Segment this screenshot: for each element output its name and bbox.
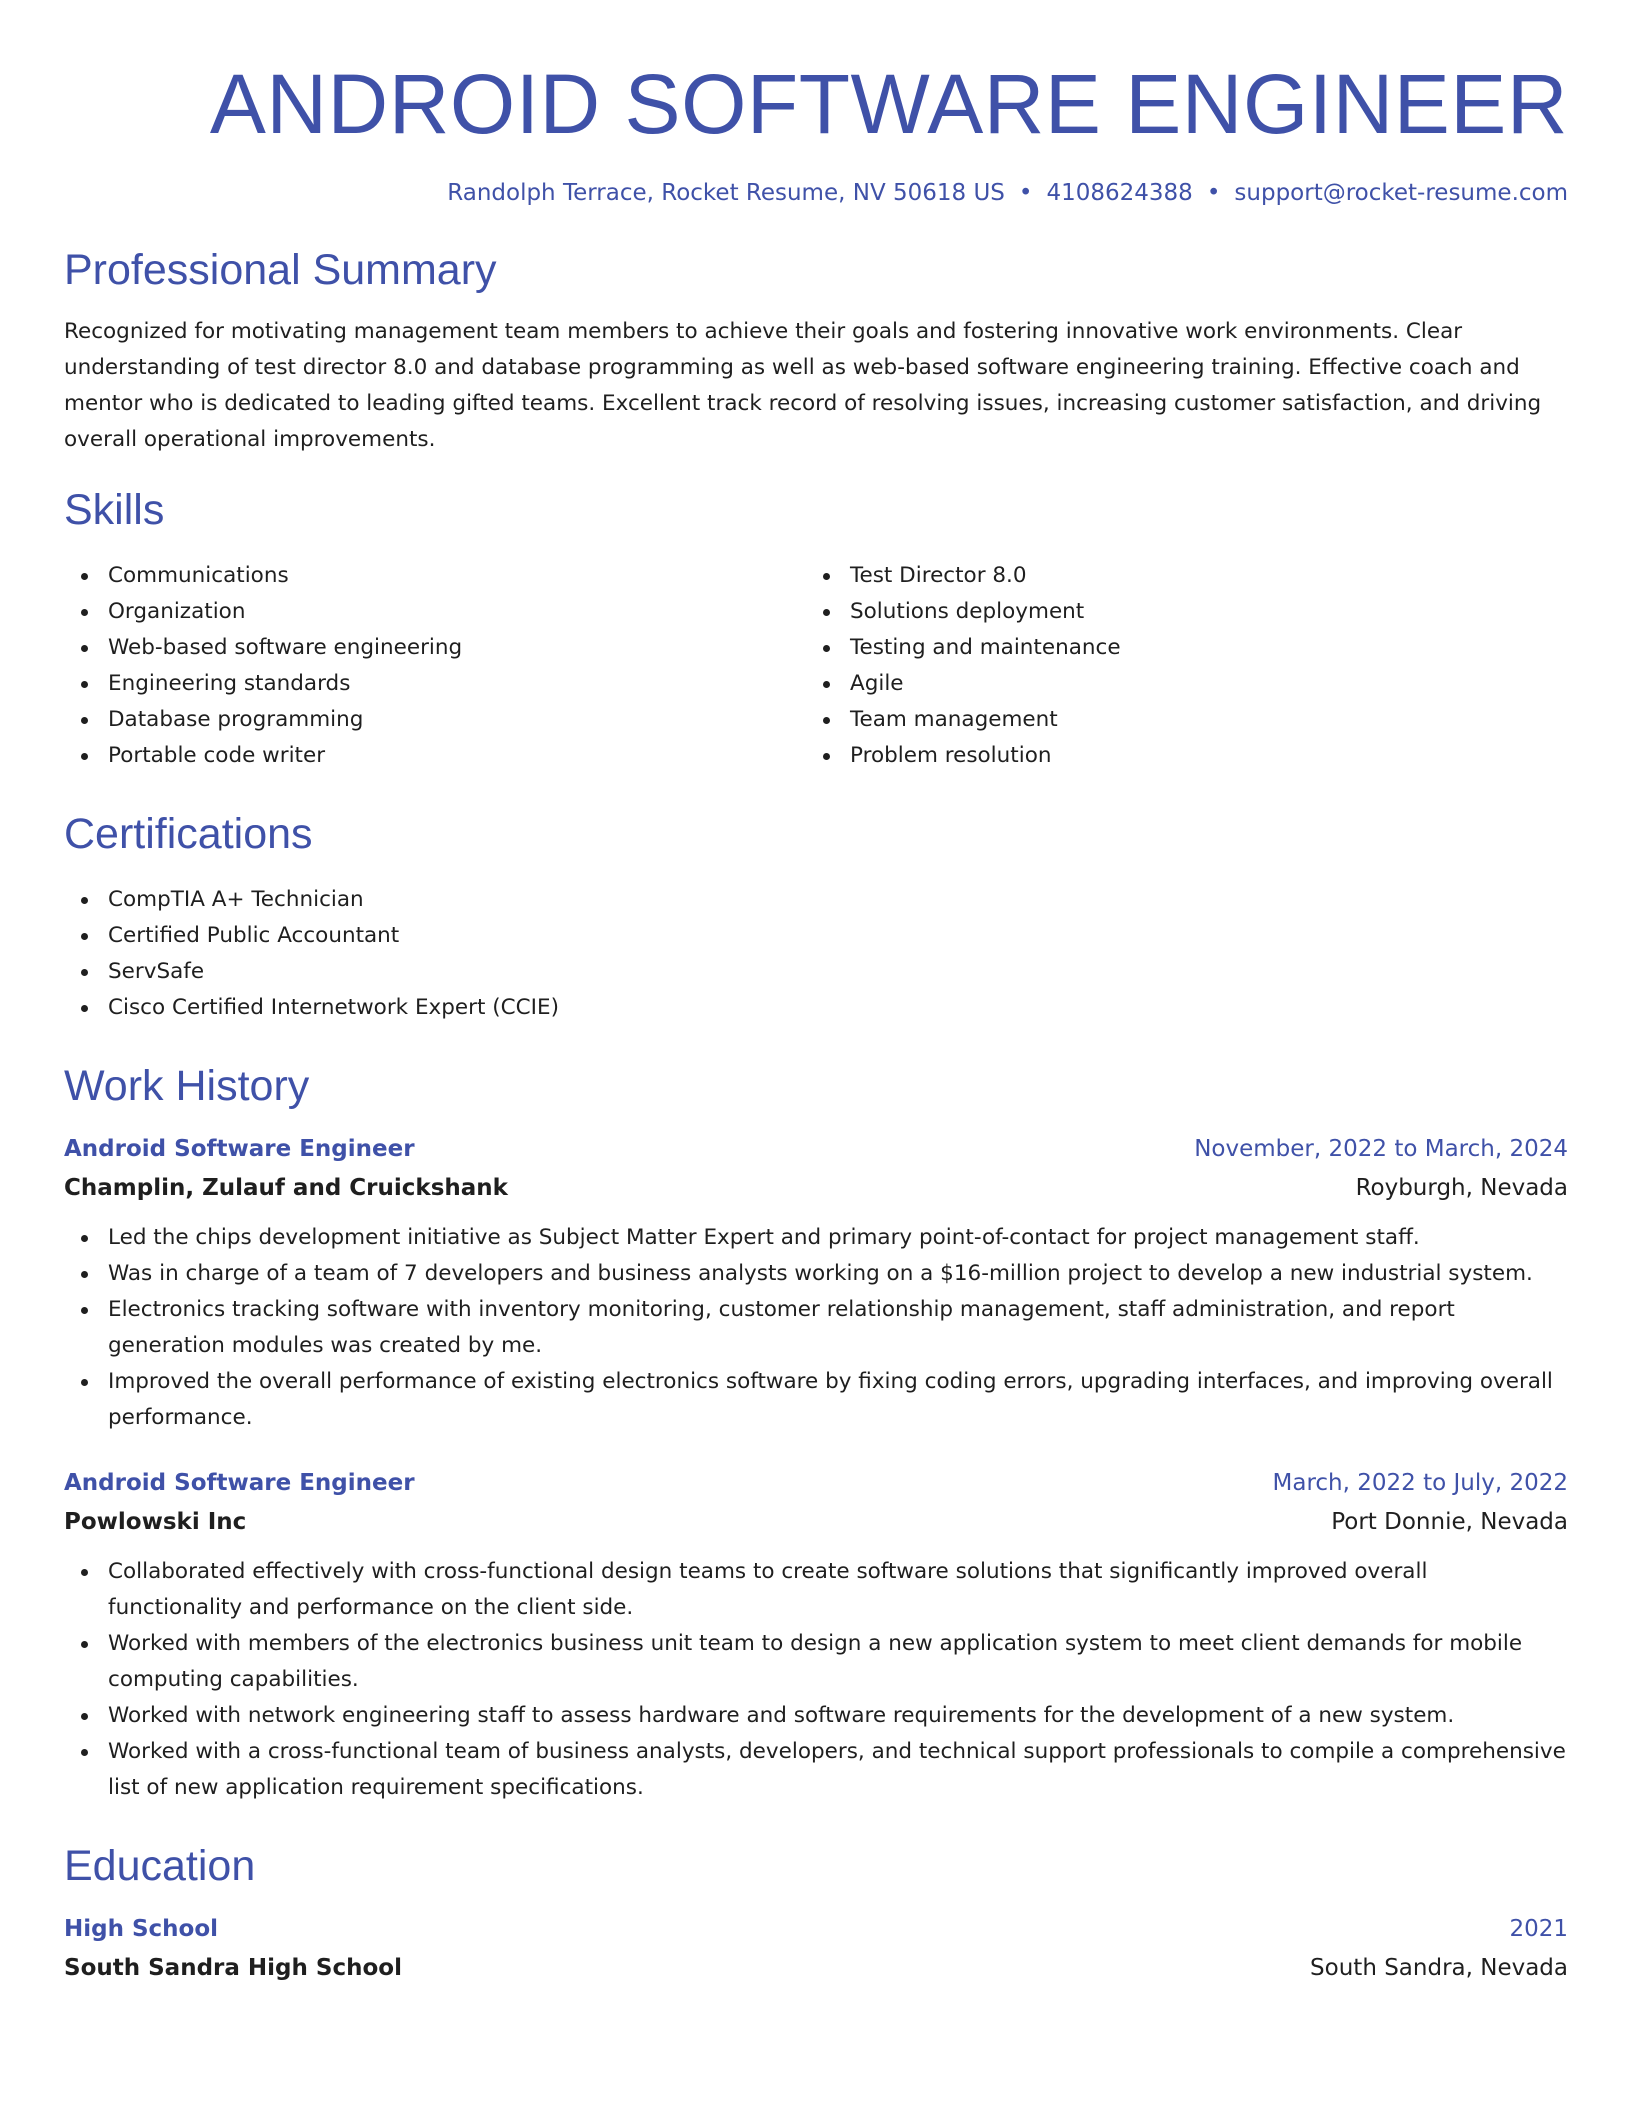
certification-item: ServSafe — [64, 954, 1568, 990]
skill-item: Team management — [806, 702, 1548, 738]
education-school-row — [64, 1948, 1568, 1988]
skill-item: Database programming — [64, 702, 806, 738]
job-location: Royburgh, Nevada — [1355, 1175, 1568, 1201]
job-entry — [64, 1130, 1568, 1436]
job-bullets — [64, 1220, 1568, 1436]
job-company: Powlowski Inc — [64, 1509, 247, 1535]
skills-left-list — [64, 558, 806, 774]
email-link[interactable]: support@rocket-resume.com — [1234, 180, 1568, 206]
education-school: South Sandra High School — [64, 1955, 402, 1981]
job-location: Port Donnie, Nevada — [1331, 1509, 1568, 1535]
job-title: Android Software Engineer — [64, 1470, 415, 1496]
phone-text: 4108624388 — [1046, 180, 1193, 206]
job-bullet: Electronics tracking software with inventory monitoring, customer relationship management, staff administration, and report generation modules was created by me. — [64, 1292, 1568, 1364]
certification-item: Cisco Certified Internetwork Expert (CCIE) — [64, 990, 1568, 1026]
page-title: ANDROID SOFTWARE ENGINEER — [209, 57, 1568, 151]
work-history-section — [64, 1060, 1568, 1806]
certification-item: Certified Public Accountant — [64, 918, 1568, 954]
skill-item: Web-based software engineering — [64, 630, 806, 666]
skill-item: Engineering standards — [64, 666, 806, 702]
skill-item: Organization — [64, 594, 806, 630]
job-dates: March, 2022 to July, 2022 — [1272, 1470, 1568, 1496]
job-bullet: Was in charge of a team of 7 developers and business analysts working on a $16-million project to develop a new industrial system. — [64, 1256, 1568, 1292]
skill-item: Portable code writer — [64, 738, 806, 774]
education-year: 2021 — [1509, 1916, 1568, 1942]
job-company-row — [64, 1502, 1568, 1542]
job-company: Champlin, Zulauf and Cruickshank — [64, 1175, 508, 1201]
skill-item: Agile — [806, 666, 1548, 702]
job-bullet: Improved the overall performance of existing electronics software by fixing coding errors, upgrading interfaces, and improving overall performance. — [64, 1364, 1568, 1436]
job-title: Android Software Engineer — [64, 1136, 415, 1162]
job-bullet: Worked with a cross-functional team of business analysts, developers, and technical support professionals to compile a comprehensive list of new application requirement specifications. — [64, 1734, 1568, 1806]
education-entry — [64, 1910, 1568, 1988]
job-header-row — [64, 1464, 1568, 1502]
contact-separator: • — [1018, 180, 1033, 206]
job-bullet: Worked with network engineering staff to assess hardware and software requirements for the development of a new system. — [64, 1698, 1568, 1734]
job-company-row — [64, 1168, 1568, 1208]
job-bullet: Worked with members of the electronics business unit team to design a new application system to meet client demands for mobile computing capabilities. — [64, 1626, 1568, 1698]
skills-columns — [64, 558, 1568, 774]
job-header-row — [64, 1130, 1568, 1168]
contact-separator: • — [1206, 180, 1221, 206]
certifications-section — [64, 808, 1568, 1026]
skill-item: Solutions deployment — [806, 594, 1548, 630]
education-degree: High School — [64, 1916, 219, 1942]
education-section — [64, 1840, 1568, 1988]
certifications-list — [64, 882, 1568, 1026]
job-bullet: Collaborated effectively with cross-functional design teams to create software solutions that significantly improved overall functionality and performance on the client side. — [64, 1554, 1568, 1626]
job-dates: November, 2022 to March, 2024 — [1194, 1136, 1568, 1162]
job-bullets — [64, 1554, 1568, 1806]
skills-heading: Skills — [64, 486, 165, 534]
work-history-heading: Work History — [64, 1062, 310, 1110]
education-heading: Education — [64, 1842, 256, 1890]
address-text: Randolph Terrace, Rocket Resume, NV 50618 US — [447, 180, 1005, 206]
education-location: South Sandra, Nevada — [1310, 1955, 1568, 1981]
job-entry — [64, 1464, 1568, 1806]
skill-item: Testing and maintenance — [806, 630, 1548, 666]
summary-text: Recognized for motivating management team members to achieve their goals and fostering innovative work environments. Clear understanding of test director 8.0 and database programming as well as web-based software engineering training. Effective coach and mentor who is dedicated to leading gifted teams. Excellent track record of resolving issues, increasing customer satisfaction, and driving overall operational improvements. — [64, 319, 1542, 452]
skill-item: Test Director 8.0 — [806, 558, 1548, 594]
summary-heading: Professional Summary — [64, 246, 497, 294]
skill-item: Problem resolution — [806, 738, 1548, 774]
job-bullet: Led the chips development initiative as Subject Matter Expert and primary point-of-contact for project management staff. — [64, 1220, 1568, 1256]
education-header-row — [64, 1910, 1568, 1948]
skills-section — [64, 484, 1568, 774]
resume-header — [64, 0, 1568, 208]
skills-right-list — [806, 558, 1548, 774]
skill-item: Communications — [64, 558, 806, 594]
certification-item: CompTIA A+ Technician — [64, 882, 1568, 918]
contact-line — [64, 178, 1568, 208]
summary-section — [64, 244, 1568, 458]
certifications-heading: Certifications — [64, 810, 313, 858]
